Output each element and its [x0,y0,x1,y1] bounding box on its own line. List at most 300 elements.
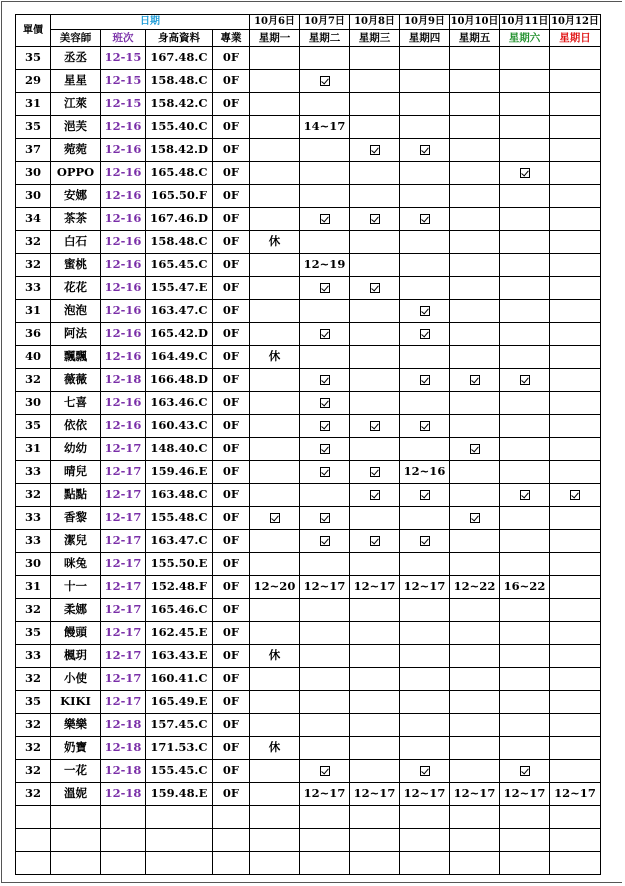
height-cell: 165.46.C [146,599,213,622]
empty-cell [550,806,601,829]
day-cell [500,254,550,277]
name-cell: 香黎 [51,507,101,530]
day-cell [250,323,300,346]
day-cell [400,185,450,208]
day-cell [500,530,550,553]
table-row [16,760,601,783]
price-cell: 29 [16,70,51,93]
prof-cell: 0F [213,415,250,438]
shift-cell: 12-17 [101,484,146,507]
price-cell: 32 [16,369,51,392]
day-cell [550,691,601,714]
day-cell [450,208,500,231]
shift-cell: 12-17 [101,507,146,530]
table-row [16,691,601,714]
table-row [16,369,601,392]
day-cell: 12~17 [300,576,350,599]
day-cell [550,668,601,691]
checkbox-checked-icon [420,490,430,500]
shift-cell: 12-16 [101,254,146,277]
day-cell [350,530,400,553]
day-cell [350,461,400,484]
day-cell [500,139,550,162]
day-cell [450,507,500,530]
day-cell [500,737,550,760]
height-cell: 165.48.C [146,162,213,185]
day-cell [300,346,350,369]
day-cell [400,760,450,783]
day-cell [350,392,400,415]
day-cell [550,461,601,484]
checkbox-checked-icon [320,766,330,776]
day-cell [350,70,400,93]
price-cell: 33 [16,461,51,484]
empty-cell [213,806,250,829]
table-row [16,622,601,645]
day-cell: 12~17 [550,783,601,806]
day-cell [550,300,601,323]
day-cell: 12~17 [350,576,400,599]
empty-row [16,829,601,852]
shift-cell: 12-16 [101,346,146,369]
empty-cell [146,806,213,829]
day-cell: 12~17 [500,783,550,806]
day-cell [300,645,350,668]
table-row [16,599,601,622]
shift-cell: 12-18 [101,737,146,760]
day-cell [400,507,450,530]
name-cell: 饅頭 [51,622,101,645]
day-cell [250,783,300,806]
day-cell [250,93,300,116]
schedule-body [16,47,601,875]
day-cell [550,369,601,392]
empty-cell [213,829,250,852]
day-cell [250,277,300,300]
table-row [16,208,601,231]
day-cell [350,668,400,691]
day-cell [450,254,500,277]
day-cell [250,300,300,323]
day-cell [450,139,500,162]
day-cell [500,346,550,369]
empty-cell [300,852,350,875]
name-cell: 白石 [51,231,101,254]
shift-cell: 12-15 [101,47,146,70]
prof-cell: 0F [213,737,250,760]
day-cell: 12~17 [300,783,350,806]
name-cell: 江萊 [51,93,101,116]
prof-cell: 0F [213,392,250,415]
name-cell: 溫妮 [51,783,101,806]
table-row [16,668,601,691]
empty-cell [51,806,101,829]
prof-cell: 0F [213,47,250,70]
day-cell [400,254,450,277]
day-cell [550,162,601,185]
day-cell [400,530,450,553]
day-cell: 12~19 [300,254,350,277]
shift-cell: 12-18 [101,760,146,783]
day-cell [550,438,601,461]
checkbox-checked-icon [420,375,430,385]
day-cell [550,714,601,737]
shift-cell: 12-16 [101,392,146,415]
checkbox-checked-icon [320,467,330,477]
empty-cell [450,829,500,852]
empty-cell [350,852,400,875]
table-row [16,93,601,116]
empty-cell [146,852,213,875]
day-cell: 休 [250,346,300,369]
checkbox-checked-icon [370,145,380,155]
name-cell: 奶寶 [51,737,101,760]
day-cell [400,737,450,760]
day-cell [550,576,601,599]
day-cell [450,162,500,185]
day-cell [300,760,350,783]
table-row [16,553,601,576]
price-cell: 31 [16,93,51,116]
shift-cell: 12-17 [101,461,146,484]
table-row [16,576,601,599]
day-cell [450,369,500,392]
day-cell [250,162,300,185]
empty-row [16,852,601,875]
prof-cell: 0F [213,507,250,530]
name-cell: 薇薇 [51,369,101,392]
day-cell [500,438,550,461]
empty-cell [300,829,350,852]
empty-cell [400,806,450,829]
day-cell [450,760,500,783]
prof-cell: 0F [213,346,250,369]
day-cell: 12~20 [250,576,300,599]
day-cell: 16~22 [500,576,550,599]
checkbox-checked-icon [320,214,330,224]
day-cell [450,438,500,461]
height-cell: 158.42.C [146,93,213,116]
checkbox-checked-icon [420,145,430,155]
day-cell [550,70,601,93]
day-cell [450,668,500,691]
day-cell [550,760,601,783]
col-header-height: 身高資料 [146,30,213,47]
shift-cell: 12-18 [101,783,146,806]
day-cell [550,231,601,254]
empty-cell [500,806,550,829]
day-cell [350,231,400,254]
day-cell [550,507,601,530]
empty-cell [300,806,350,829]
day-cell [350,208,400,231]
table-row [16,185,601,208]
checkbox-checked-icon [420,536,430,546]
height-cell: 159.46.E [146,461,213,484]
day-cell [350,162,400,185]
prof-cell: 0F [213,300,250,323]
shift-cell: 12-17 [101,691,146,714]
day-cell [350,369,400,392]
height-cell: 158.42.D [146,139,213,162]
day-cell [350,507,400,530]
day-cell [400,231,450,254]
table-row [16,47,601,70]
price-cell: 33 [16,530,51,553]
price-cell: 32 [16,484,51,507]
day-cell [250,208,300,231]
prof-cell: 0F [213,783,250,806]
day-cell [550,277,601,300]
name-cell: 浥芙 [51,116,101,139]
height-cell: 163.48.C [146,484,213,507]
table-row [16,70,601,93]
day-cell [550,737,601,760]
day-cell [500,185,550,208]
empty-cell [250,829,300,852]
day-cell [400,622,450,645]
shift-cell: 12-18 [101,369,146,392]
day-cell [300,93,350,116]
price-cell: 32 [16,254,51,277]
height-cell: 163.47.C [146,530,213,553]
checkbox-checked-icon [370,214,380,224]
day-cell [550,484,601,507]
height-cell: 163.46.C [146,392,213,415]
name-cell: 菀菀 [51,139,101,162]
shift-cell: 12-17 [101,553,146,576]
prof-cell: 0F [213,622,250,645]
day-cell [550,622,601,645]
table-row [16,737,601,760]
day-cell [550,116,601,139]
day-cell [400,162,450,185]
day-cell [350,116,400,139]
day-cell [450,392,500,415]
checkbox-checked-icon [370,536,380,546]
day-cell [300,714,350,737]
shift-cell: 12-17 [101,668,146,691]
day-cell [350,599,400,622]
day-cell [450,599,500,622]
day-cell [400,116,450,139]
date-cell: 10月12日 [550,15,601,30]
price-cell: 30 [16,553,51,576]
height-cell: 171.53.C [146,737,213,760]
table-row [16,714,601,737]
prof-cell: 0F [213,760,250,783]
shift-cell: 12-17 [101,622,146,645]
day-cell [500,691,550,714]
day-cell [500,369,550,392]
day-cell [500,162,550,185]
day-cell [450,691,500,714]
checkbox-checked-icon [520,375,530,385]
day-cell [400,346,450,369]
prof-cell: 0F [213,369,250,392]
day-cell [300,415,350,438]
checkbox-checked-icon [420,306,430,316]
height-cell: 155.48.C [146,507,213,530]
shift-cell: 12-18 [101,714,146,737]
checkbox-checked-icon [320,513,330,523]
day-cell [350,438,400,461]
day-cell: 12~22 [450,576,500,599]
checkbox-checked-icon [370,283,380,293]
name-cell: 晴兒 [51,461,101,484]
checkbox-checked-icon [520,490,530,500]
table-row [16,645,601,668]
checkbox-checked-icon [420,421,430,431]
day-cell [400,369,450,392]
empty-cell [51,852,101,875]
day-cell [400,438,450,461]
day-cell [400,599,450,622]
checkbox-checked-icon [470,375,480,385]
checkbox-checked-icon [420,214,430,224]
height-cell: 152.48.F [146,576,213,599]
empty-cell [550,829,601,852]
day-cell [500,484,550,507]
day-cell [400,484,450,507]
empty-cell [16,829,51,852]
checkbox-checked-icon [320,444,330,454]
weekday-cell: 星期三 [350,30,400,47]
day-cell [350,415,400,438]
empty-cell [146,829,213,852]
prof-cell: 0F [213,323,250,346]
name-cell: 安娜 [51,185,101,208]
day-cell [250,599,300,622]
day-cell [350,760,400,783]
table-row [16,783,601,806]
day-cell [350,47,400,70]
shift-cell: 12-16 [101,300,146,323]
height-cell: 162.45.E [146,622,213,645]
day-cell [400,323,450,346]
day-cell [500,415,550,438]
name-cell: 茶茶 [51,208,101,231]
day-cell [400,93,450,116]
table-row [16,139,601,162]
shift-cell: 12-16 [101,162,146,185]
day-cell [500,277,550,300]
name-cell: 小使 [51,668,101,691]
day-cell [500,645,550,668]
table-row [16,323,601,346]
date-header: 日期 [51,15,250,30]
day-cell [450,185,500,208]
day-cell [450,415,500,438]
day-cell [400,70,450,93]
day-cell: 12~17 [450,783,500,806]
name-cell: 潔兒 [51,530,101,553]
height-cell: 165.45.C [146,254,213,277]
day-cell [300,231,350,254]
day-cell [250,415,300,438]
prof-cell: 0F [213,185,250,208]
name-cell: 楓玥 [51,645,101,668]
day-cell [400,392,450,415]
height-cell: 155.45.C [146,760,213,783]
price-cell: 30 [16,392,51,415]
empty-row [16,806,601,829]
height-cell: 157.45.C [146,714,213,737]
day-cell [450,346,500,369]
name-cell: 依依 [51,415,101,438]
day-cell [450,277,500,300]
price-cell: 35 [16,691,51,714]
prof-cell: 0F [213,484,250,507]
day-cell [500,507,550,530]
shift-cell: 12-17 [101,438,146,461]
day-cell [250,553,300,576]
shift-cell: 12-16 [101,277,146,300]
price-cell: 36 [16,323,51,346]
height-cell: 155.40.C [146,116,213,139]
table-row [16,438,601,461]
day-cell [350,645,400,668]
day-cell [250,691,300,714]
day-cell [300,208,350,231]
height-cell: 160.41.C [146,668,213,691]
day-cell [350,737,400,760]
name-cell: 一花 [51,760,101,783]
price-cell: 37 [16,139,51,162]
shift-cell: 12-17 [101,645,146,668]
day-cell [300,668,350,691]
day-cell [300,70,350,93]
day-cell [550,208,601,231]
height-cell: 167.48.C [146,47,213,70]
price-cell: 33 [16,277,51,300]
day-cell [550,599,601,622]
day-cell [400,277,450,300]
day-cell [300,369,350,392]
name-cell: 七喜 [51,392,101,415]
shift-cell: 12-16 [101,185,146,208]
name-cell: 花花 [51,277,101,300]
day-cell [450,47,500,70]
day-cell [250,461,300,484]
price-cell: 31 [16,576,51,599]
day-cell [450,530,500,553]
day-cell: 14~17 [300,116,350,139]
height-cell: 159.48.E [146,783,213,806]
day-cell [450,231,500,254]
prof-cell: 0F [213,116,250,139]
prof-cell: 0F [213,553,250,576]
height-cell: 155.50.E [146,553,213,576]
day-cell [550,553,601,576]
day-cell [300,691,350,714]
day-cell [550,139,601,162]
shift-cell: 12-16 [101,116,146,139]
price-cell: 33 [16,507,51,530]
price-cell: 34 [16,208,51,231]
empty-cell [450,806,500,829]
day-cell [300,139,350,162]
height-cell: 165.42.D [146,323,213,346]
price-cell: 32 [16,231,51,254]
day-cell [350,277,400,300]
name-cell: KIKI [51,691,101,714]
weekday-cell: 星期四 [400,30,450,47]
prof-cell: 0F [213,438,250,461]
date-cell: 10月6日 [250,15,300,30]
day-cell [450,323,500,346]
table-row [16,484,601,507]
